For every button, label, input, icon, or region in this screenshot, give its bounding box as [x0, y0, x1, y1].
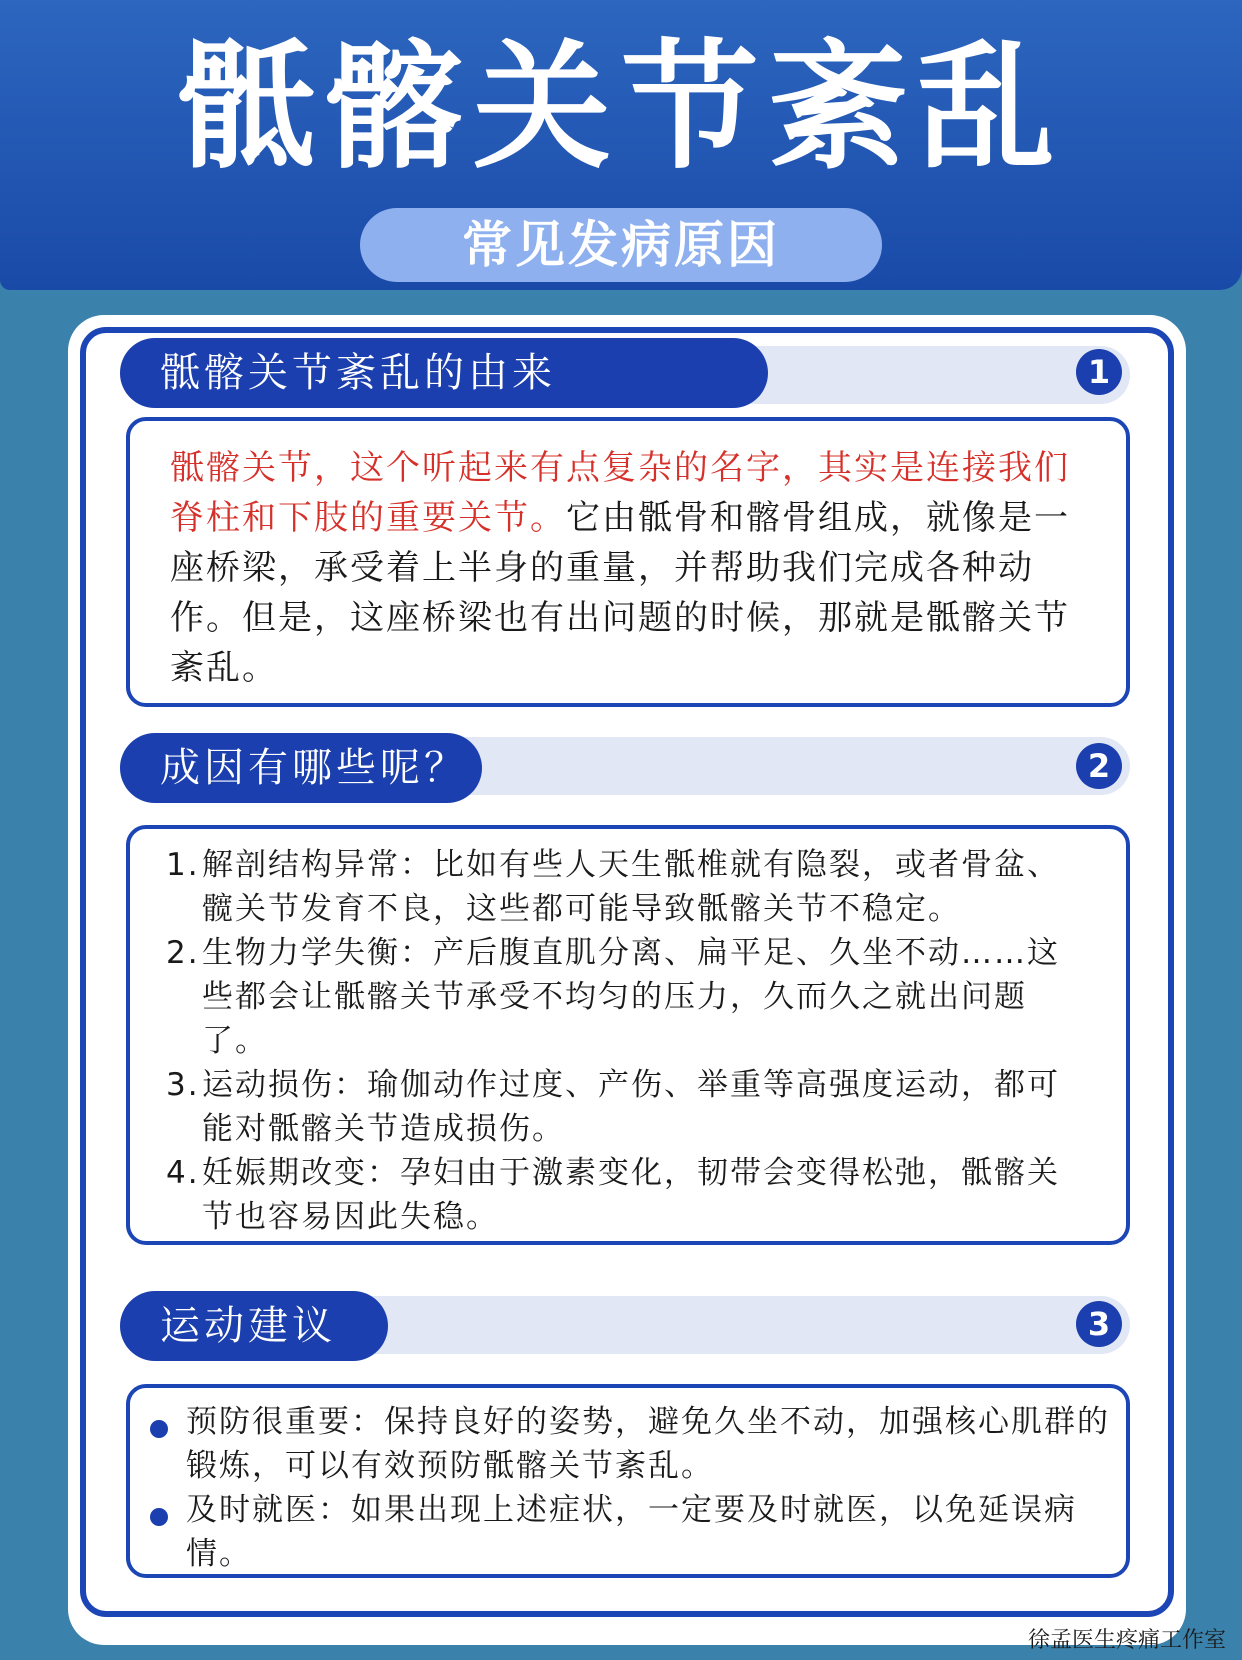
section-1-number-badge: 1 — [1076, 349, 1122, 395]
highlight-text: 骶髂关节，这个听起来有点复杂的名字，其实是连接我们脊柱和下肢的重要关节。 — [170, 448, 1070, 538]
list-item — [166, 1063, 1086, 1151]
section-1-content-box — [126, 417, 1130, 707]
list-item-number: 3. — [166, 1067, 200, 1103]
section-2-content-box — [126, 825, 1130, 1245]
list-item — [150, 1400, 1110, 1488]
section-3-number-badge: 3 — [1076, 1301, 1122, 1347]
bullet-dot-icon — [150, 1508, 168, 1526]
list-item — [150, 1488, 1110, 1576]
list-item-text: 运动损伤：瑜伽动作过度、产伤、举重等高强度运动，都可能对骶髂关节造成损伤。 — [202, 1067, 1060, 1147]
list-item-text: 及时就医：如果出现上述症状，一定要及时就医，以免延误病情。 — [186, 1492, 1077, 1572]
advice-list — [150, 1400, 1110, 1576]
page-title: 骶髂关节紊乱 — [176, 27, 1065, 188]
list-item — [166, 843, 1086, 931]
header-banner — [0, 0, 1242, 290]
subtitle-pill: 常见发病原因 — [360, 208, 882, 282]
section-1-paragraph — [170, 443, 1090, 693]
section-3-heading: 运动建议 — [120, 1291, 388, 1361]
section-1-heading: 骶髂关节紊乱的由来 — [120, 338, 768, 408]
list-item-number: 4. — [166, 1155, 200, 1191]
list-item-number: 1. — [166, 847, 200, 883]
list-item-text: 预防很重要：保持良好的姿势，避免久坐不动，加强核心肌群的锻炼，可以有效预防骶髂关节紊乱。 — [186, 1404, 1110, 1484]
section-3-content-box — [126, 1384, 1130, 1578]
section-2-heading: 成因有哪些呢？ — [120, 733, 482, 803]
watermark: 徐孟医生疼痛工作室 — [1027, 1628, 1226, 1653]
list-item — [166, 1151, 1086, 1239]
bullet-dot-icon — [150, 1420, 168, 1438]
list-item-number: 2. — [166, 935, 200, 971]
body-text: 它由骶骨和髂骨组成，就像是一座桥梁，承受着上半身的重量，并帮助我们完成各种动作。但是，这座桥梁也有出问题的时候，那就是骶髂关节紊乱。 — [170, 498, 1070, 688]
list-item-text: 生物力学失衡：产后腹直肌分离、扁平足、久坐不动……这些都会让骶髂关节承受不均匀的压力，久而久之就出问题了。 — [202, 935, 1060, 1059]
causes-list — [166, 843, 1086, 1239]
list-item-text: 解剖结构异常：比如有些人天生骶椎就有隐裂，或者骨盆、髋关节发育不良，这些都可能导致骶髂关节不稳定。 — [202, 847, 1060, 927]
list-item — [166, 931, 1086, 1063]
list-item-text: 妊娠期改变：孕妇由于激素变化，韧带会变得松弛，骶髂关节也容易因此失稳。 — [202, 1155, 1060, 1235]
section-2-number-badge: 2 — [1076, 743, 1122, 789]
